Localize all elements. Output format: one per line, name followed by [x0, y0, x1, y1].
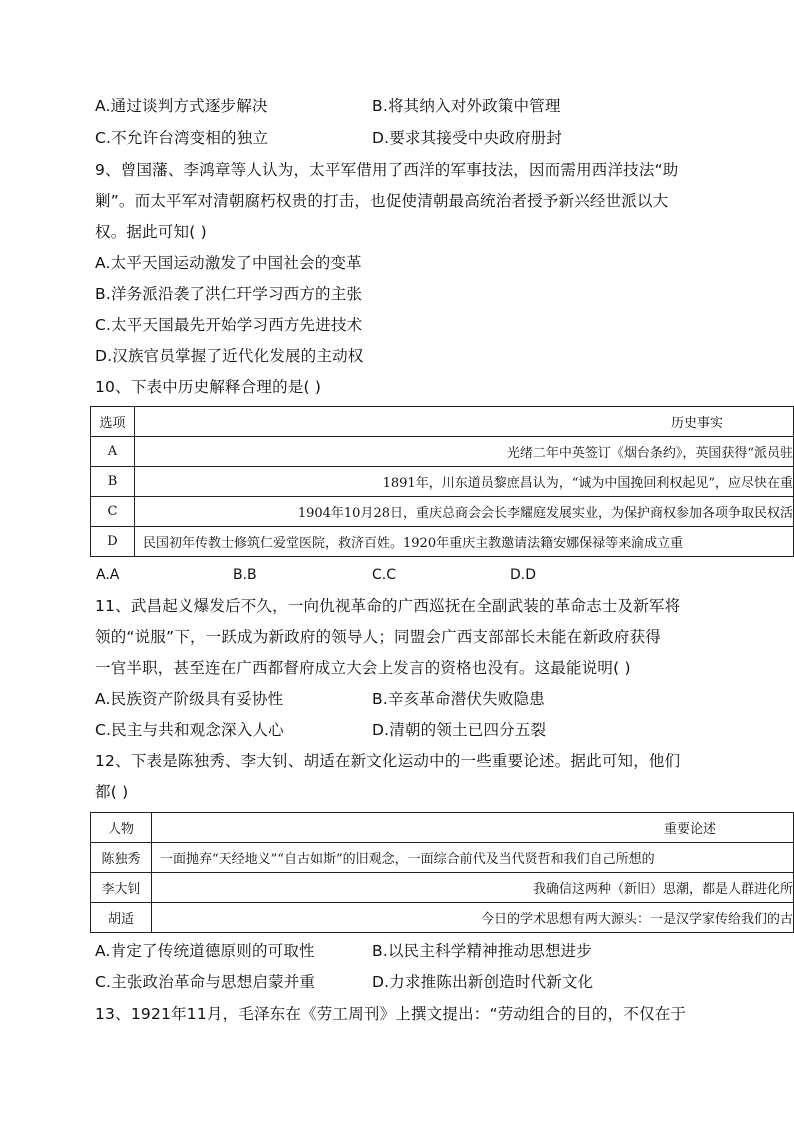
q11-option-b: B.辛亥革命潜伏失败隐患 [372, 690, 545, 708]
table-cell-label: B [91, 467, 135, 497]
table-cell-text: 我确信这两种（新旧）思潮，都是人群进化所 [152, 873, 794, 903]
q12-stem-line-1: 12、下表是陈独秀、李大钊、胡适在新文化运动中的一些重要论述。据此可知，他们 [95, 752, 681, 770]
table-cell-label: D [91, 527, 135, 557]
table-cell-label: C [91, 497, 135, 527]
table-row [91, 873, 794, 903]
table-cell-text: 一面抛弃“天经地义”“自古如斯”的旧观念，一面综合前代及当代贤哲和我们自己所想的 [152, 843, 794, 873]
q12-stem-line-2: 都( ) [95, 783, 129, 801]
q10-table [90, 406, 794, 557]
table-row [91, 437, 794, 467]
table-header-cell: 人物 [91, 813, 152, 843]
q8-option-d: D.要求其接受中央政府册封 [372, 129, 562, 147]
table-row [91, 903, 794, 933]
q9-option-a: A.太平天国运动激发了中国社会的变革 [95, 254, 362, 272]
q13-stem: 13、1921年11月，毛泽东在《劳工周刊》上撰文提出：“劳动组合的目的，不仅在于 [95, 1005, 687, 1023]
table-cell-person: 胡适 [91, 903, 152, 933]
table-cell-text: 1891年，川东道员黎庶昌认为，“诚为中国挽回利权起见”，应尽快在重 [135, 467, 794, 497]
table-header-row [91, 813, 794, 843]
q11-stem-line-3: 一官半职，甚至连在广西都督府成立大会上发言的资格也没有。这最能说明( ) [95, 659, 631, 677]
q11-option-c: C.民主与共和观念深入人心 [95, 721, 284, 739]
q11-option-d: D.清朝的领土已四分五裂 [372, 721, 547, 739]
q9-option-d: D.汉族官员掌握了近代化发展的主动权 [95, 347, 364, 365]
q12-table [90, 812, 794, 933]
q8-option-a: A.通过谈判方式逐步解决 [95, 97, 268, 115]
q8-option-b: B.将其纳入对外政策中管理 [372, 97, 561, 115]
q12-option-b: B.以民主科学精神推动思想进步 [372, 942, 593, 960]
q9-stem-line-2: 剿”。而太平军对清朝腐朽权贵的打击，也促使清朝最高统治者授予新兴经世派以大 [95, 192, 669, 210]
q12-option-d: D.力求推陈出新创造时代新文化 [372, 973, 594, 991]
q12-option-c: C.主张政治革命与思想启蒙并重 [95, 973, 316, 991]
q9-stem-line-1: 9、曾国藩、李鸿章等人认为，太平军借用了西洋的军事技法，因而需用西洋技法“助 [95, 161, 679, 179]
q12-option-a: A.肯定了传统道德原则的可取性 [95, 942, 315, 960]
q9-option-b: B.洋务派沿袭了洪仁玕学习西方的主张 [95, 285, 363, 303]
table-header-cell: 历史事实 [135, 407, 794, 437]
table-row [91, 527, 794, 557]
table-cell-person: 李大钊 [91, 873, 152, 903]
table-row [91, 497, 794, 527]
q10-option-c: C.C [372, 567, 397, 583]
table-cell-person: 陈独秀 [91, 843, 152, 873]
table-cell-text: 光绪二年中英签订《烟台条约》，英国获得“派员驻 [135, 437, 794, 467]
q11-stem-line-1: 11、武昌起义爆发后不久，一向仇视革命的广西巡抚在全副武装的革命志士及新军将 [95, 597, 681, 615]
table-header-row [91, 407, 794, 437]
q11-option-a: A.民族资产阶级具有妥协性 [95, 690, 284, 708]
table-header-cell: 选项 [91, 407, 135, 437]
q10-stem: 10、下表中历史解释合理的是( ) [95, 378, 322, 396]
table-cell-text: 1904年10月28日，重庆总商会会长李耀庭发展实业，为保护商权参加各项争取民权活 [135, 497, 794, 527]
q10-option-b: B.B [233, 567, 257, 583]
q10-option-a: A.A [96, 567, 120, 583]
q11-stem-line-2: 领的“说服”下，一跃成为新政府的领导人；同盟会广西支部部长未能在新政府获得 [95, 628, 661, 646]
q10-option-d: D.D [510, 567, 537, 583]
table-cell-text: 今日的学术思想有两大源头：一是汉学家传给我们的古 [152, 903, 794, 933]
table-row [91, 467, 794, 497]
table-row [91, 843, 794, 873]
q9-stem-line-3: 权。据此可知( ) [95, 223, 207, 241]
table-cell-text: 民国初年传教士修筑仁爱堂医院，救济百姓。1920年重庆主教邀请法籍安娜保禄等来渝成立重 [135, 527, 794, 557]
table-cell-label: A [91, 437, 135, 467]
table-header-cell: 重要论述 [152, 813, 794, 843]
q8-option-c: C.不允许台湾变相的独立 [95, 129, 269, 147]
q9-option-c: C.太平天国最先开始学习西方先进技术 [95, 316, 363, 334]
